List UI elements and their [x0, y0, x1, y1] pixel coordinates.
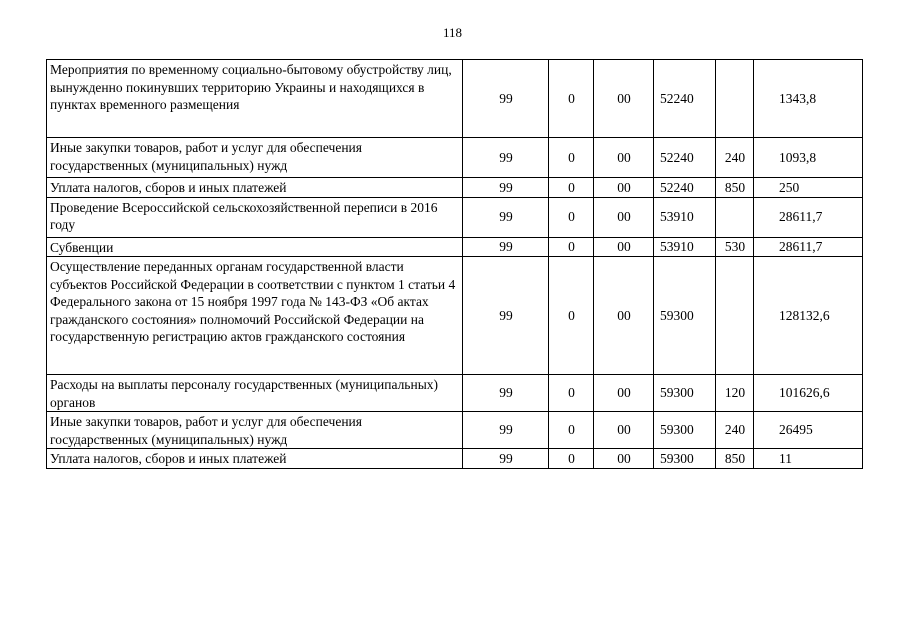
row-grp-cell: 00 [594, 237, 654, 257]
page-number: 118 [442, 25, 463, 40]
row-grp-cell: 00 [594, 257, 654, 375]
row-sum-cell: 28611,7 [754, 197, 863, 237]
table-row [47, 449, 863, 469]
row-name-cell: Уплата налогов, сборов и иных платежей [47, 449, 463, 469]
row-grp-cell: 00 [594, 197, 654, 237]
row-sub-cell: 0 [549, 60, 594, 138]
table-row [47, 197, 863, 237]
row-sum-cell: 250 [754, 178, 863, 198]
row-name-cell: Уплата налогов, сборов и иных платежей [47, 178, 463, 198]
row-code-cell: 52240 [654, 138, 716, 178]
row-grp-cell: 00 [594, 60, 654, 138]
row-gr-cell: 99 [463, 237, 549, 257]
table-row [47, 237, 863, 257]
row-name-cell: Осуществление переданных органам государственной власти субъектов Российской Федерации в соответствии с пунктом 1 статьи 4 Федерального закона от 15 ноября 1997 года № 143-ФЗ «Об актах гражданского состояния» полномочий Российской Федерации на государственную регистрацию актов гражданского состояния [47, 257, 463, 375]
row-sum-cell: 128132,6 [754, 257, 863, 375]
row-sum-cell: 1343,8 [754, 60, 863, 138]
row-sum-cell: 11 [754, 449, 863, 469]
row-gr-cell: 99 [463, 138, 549, 178]
row-sum-cell: 1093,8 [754, 138, 863, 178]
table-row [47, 138, 863, 178]
row-sum-cell: 26495 [754, 412, 863, 449]
row-code-cell: 53910 [654, 197, 716, 237]
row-name-cell: Субвенции [47, 237, 463, 257]
row-gr-cell: 99 [463, 257, 549, 375]
row-gr-cell: 99 [463, 449, 549, 469]
row-kvr-cell: 850 [716, 449, 754, 469]
row-gr-cell: 99 [463, 375, 549, 412]
table-row [47, 257, 863, 375]
row-kvr-cell [716, 257, 754, 375]
row-sub-cell: 0 [549, 412, 594, 449]
row-name-cell: Проведение Всероссийской сельскохозяйственной переписи в 2016 году [47, 197, 463, 237]
row-gr-cell: 99 [463, 412, 549, 449]
row-code-cell: 52240 [654, 178, 716, 198]
row-kvr-cell [716, 60, 754, 138]
row-name-cell: Расходы на выплаты персоналу государственных (муниципальных) органов [47, 375, 463, 412]
row-sum-cell: 101626,6 [754, 375, 863, 412]
row-name-cell: Иные закупки товаров, работ и услуг для обеспечения государственных (муниципальных) нужд [47, 412, 463, 449]
table-row [47, 178, 863, 198]
row-sub-cell: 0 [549, 375, 594, 412]
row-sub-cell: 0 [549, 449, 594, 469]
row-kvr-cell: 240 [716, 138, 754, 178]
row-kvr-cell: 240 [716, 412, 754, 449]
row-sub-cell: 0 [549, 237, 594, 257]
table-row [47, 375, 863, 412]
row-gr-cell: 99 [463, 178, 549, 198]
row-gr-cell: 99 [463, 197, 549, 237]
row-grp-cell: 00 [594, 178, 654, 198]
table-row [47, 412, 863, 449]
row-kvr-cell: 120 [716, 375, 754, 412]
row-kvr-cell [716, 197, 754, 237]
row-kvr-cell: 530 [716, 237, 754, 257]
budget-table [46, 59, 863, 469]
row-grp-cell: 00 [594, 138, 654, 178]
row-sub-cell: 0 [549, 138, 594, 178]
row-sub-cell: 0 [549, 178, 594, 198]
row-grp-cell: 00 [594, 412, 654, 449]
row-sub-cell: 0 [549, 257, 594, 375]
row-code-cell: 59300 [654, 375, 716, 412]
row-gr-cell: 99 [463, 60, 549, 138]
table-row [47, 60, 863, 138]
row-code-cell: 53910 [654, 237, 716, 257]
row-kvr-cell: 850 [716, 178, 754, 198]
row-code-cell: 59300 [654, 257, 716, 375]
row-code-cell: 59300 [654, 449, 716, 469]
row-name-cell: Мероприятия по временному социально-бытовому обустройству лиц, вынужденно покинувших территорию Украины и находящихся в пунктах временного размещения [47, 60, 463, 138]
row-code-cell: 59300 [654, 412, 716, 449]
row-sum-cell: 28611,7 [754, 237, 863, 257]
row-code-cell: 52240 [654, 60, 716, 138]
row-sub-cell: 0 [549, 197, 594, 237]
row-grp-cell: 00 [594, 449, 654, 469]
row-grp-cell: 00 [594, 375, 654, 412]
row-name-cell: Иные закупки товаров, работ и услуг для обеспечения государственных (муниципальных) нужд [47, 138, 463, 178]
